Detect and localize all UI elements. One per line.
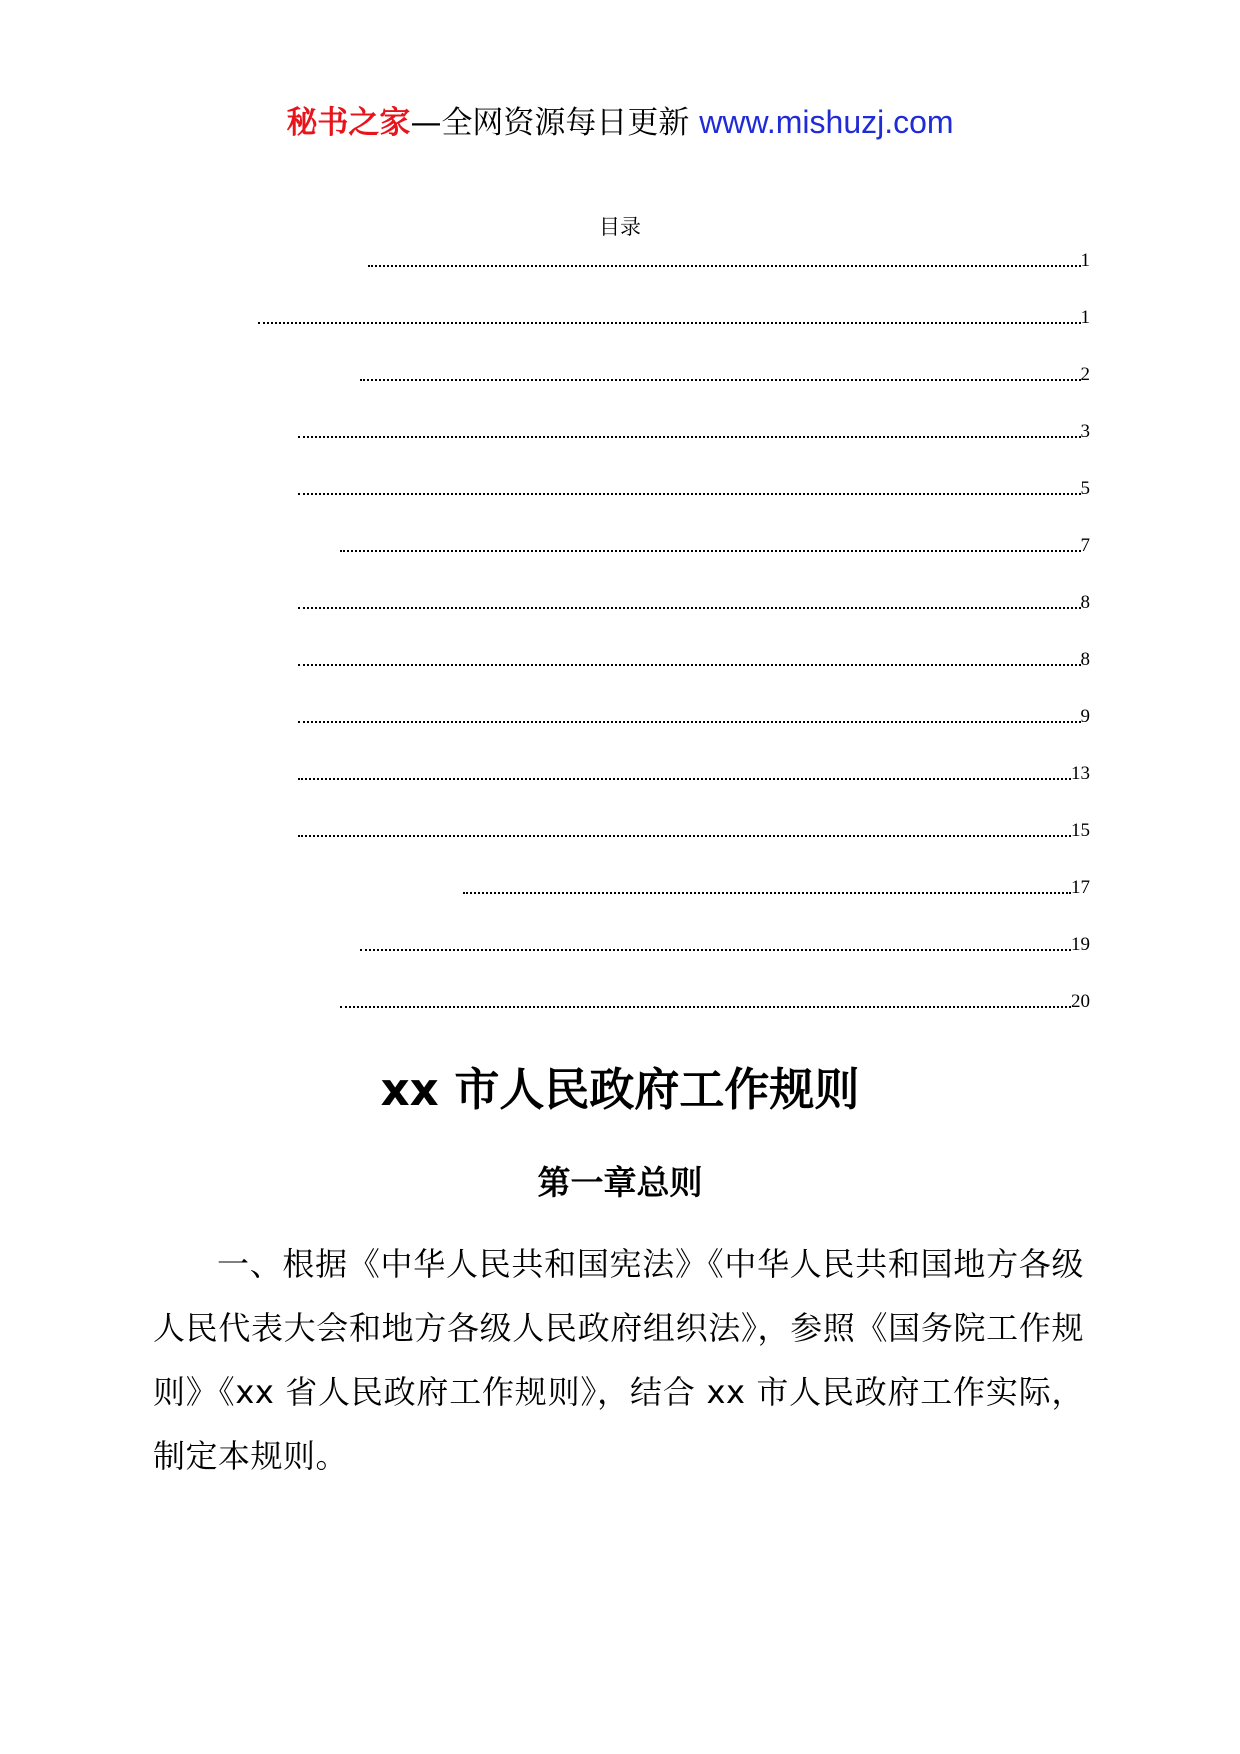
toc-title: 目录 xyxy=(599,215,641,239)
toc-leader xyxy=(463,874,1071,894)
toc-leader xyxy=(298,760,1071,780)
toc-page-number: 7 xyxy=(1080,535,1090,556)
chapter-heading: 第一章总则 xyxy=(537,1163,703,1202)
toc-leader xyxy=(298,418,1081,438)
toc-page-number: 17 xyxy=(1071,877,1090,898)
toc-page-number: 2 xyxy=(1080,364,1090,385)
toc-entry[interactable] xyxy=(340,989,1090,1013)
toc-page-number: 1 xyxy=(1080,250,1090,271)
toc-page-number: 15 xyxy=(1071,820,1090,841)
toc-leader xyxy=(360,931,1071,951)
site-url-link[interactable]: www.mishuzj.com xyxy=(699,104,954,140)
toc-entry[interactable] xyxy=(298,476,1090,500)
toc-page-number: 8 xyxy=(1080,592,1090,613)
toc-leader xyxy=(298,475,1081,495)
toc-entry[interactable] xyxy=(340,533,1090,557)
toc-leader xyxy=(298,589,1081,609)
toc-page-number: 9 xyxy=(1080,706,1090,727)
toc-entry[interactable] xyxy=(298,704,1090,728)
body-paragraph: 一、根据《中华人民共和国宪法》《中华人民共和国地方各级人民代表大会和地方各级人民政府组织法》，参照《国务院工作规则》《xx 省人民政府工作规则》，结合 xx 市人民政府工作实际，制定本规则。 xyxy=(153,1245,1084,1475)
toc-page-number: 8 xyxy=(1080,649,1090,670)
toc-entry[interactable] xyxy=(258,305,1090,329)
toc-page-number: 19 xyxy=(1071,934,1090,955)
toc-leader xyxy=(340,532,1081,552)
toc-leader xyxy=(298,646,1081,666)
toc-leader xyxy=(298,817,1071,837)
toc-entry[interactable] xyxy=(368,248,1090,272)
toc-entry[interactable] xyxy=(298,647,1090,671)
toc-entry[interactable] xyxy=(298,590,1090,614)
toc-leader xyxy=(360,361,1081,381)
toc-page-number: 13 xyxy=(1071,763,1090,784)
toc-entry[interactable] xyxy=(298,818,1090,842)
toc-leader xyxy=(368,247,1081,267)
toc-leader xyxy=(298,703,1081,723)
toc-leader xyxy=(340,988,1071,1008)
toc-leader xyxy=(258,304,1081,324)
brand-name: 秘书之家 xyxy=(286,105,411,141)
toc-page-number: 20 xyxy=(1071,991,1090,1012)
toc-entry[interactable] xyxy=(463,875,1090,899)
toc-page-number: 1 xyxy=(1080,307,1090,328)
document-title: xx 市人民政府工作规则 xyxy=(380,1063,860,1116)
header-banner xyxy=(0,100,1240,145)
toc-page-number: 5 xyxy=(1080,478,1090,499)
toc-entry[interactable] xyxy=(298,419,1090,443)
toc-entry[interactable] xyxy=(360,932,1090,956)
toc-page-number: 3 xyxy=(1080,421,1090,442)
toc-entry[interactable] xyxy=(298,761,1090,785)
toc-entry[interactable] xyxy=(360,362,1090,386)
header-tagline: —全网资源每日更新 xyxy=(410,105,700,141)
